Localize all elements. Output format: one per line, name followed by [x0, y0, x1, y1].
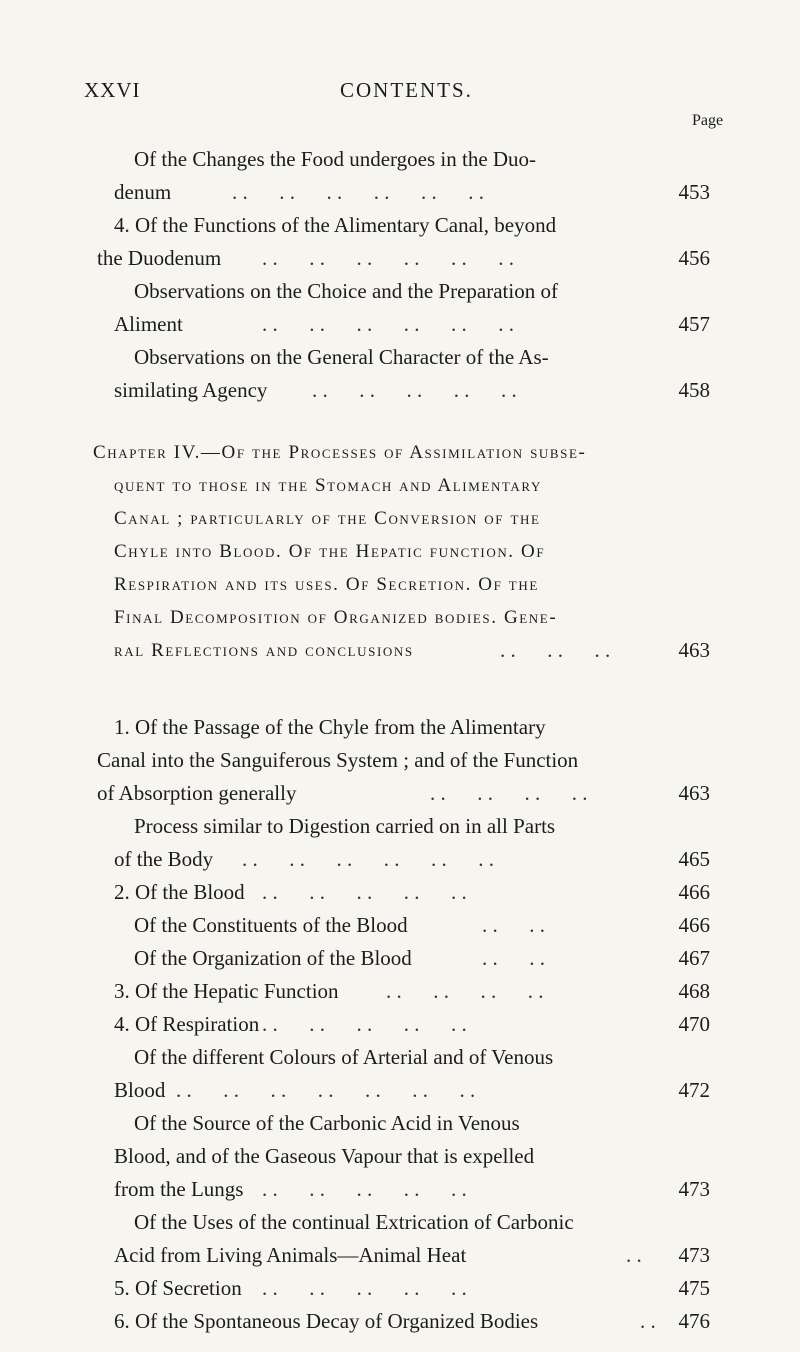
page-ref: 466	[678, 913, 710, 937]
entry-line: 4. Of Respiration	[114, 1012, 260, 1036]
page-ref: 468	[678, 979, 710, 1003]
chapter-line: ral Reflections and conclusions	[114, 640, 414, 661]
page-ref: 463	[678, 638, 710, 662]
entry-line: Acid from Living Animals—Animal Heat	[114, 1243, 467, 1267]
entry-line: the Duodenum	[97, 246, 222, 270]
page-ref: 457	[678, 312, 710, 336]
leader-dots: . . . . . . . . . .	[312, 378, 517, 402]
leader-dots: . . . . . . . . . .	[262, 880, 467, 904]
entry-line: Of the Uses of the continual Extrication of Carbonic	[134, 1210, 574, 1234]
running-title: CONTENTS.	[340, 78, 473, 102]
entry-line: 3. Of the Hepatic Function	[114, 979, 339, 1003]
chapter-line: Canal ; particularly of the Conversion of the	[114, 508, 541, 529]
leader-dots: . . . . . . . . . .	[262, 1276, 467, 1300]
entry-line: Aliment	[114, 312, 183, 336]
leader-dots: . . . . . . . . . . . .	[262, 246, 514, 270]
leader-dots: . .	[626, 1243, 642, 1267]
chapter-line: Final Decomposition of Organized bodies. Gene-	[114, 607, 558, 628]
page-number-roman: XXVI	[84, 78, 141, 102]
page-ref: 473	[678, 1243, 710, 1267]
entry-line: Of the Constituents of the Blood	[134, 913, 408, 937]
leader-dots: . . . . . . . . . . . .	[232, 180, 484, 204]
leader-dots: . .	[640, 1309, 656, 1333]
leader-dots: . . . . . . . . . . . . . .	[176, 1078, 476, 1102]
leader-dots: . . . . . . . .	[386, 979, 544, 1003]
leader-dots: . . . .	[482, 913, 545, 937]
entry-line: 6. Of the Spontaneous Decay of Organized Bodies	[114, 1309, 539, 1333]
entry-line: 4. Of the Functions of the Alimentary Canal, beyond	[114, 213, 557, 237]
page-ref: 467	[678, 946, 710, 970]
page-ref: 466	[678, 880, 710, 904]
page-ref: 476	[678, 1309, 710, 1333]
entry-line: similating Agency	[114, 378, 268, 402]
entry-line: 1. Of the Passage of the Chyle from the Alimentary	[114, 715, 546, 739]
entry-line: Observations on the Choice and the Preparation of	[134, 279, 558, 303]
leader-dots: . . . . . . . . . .	[262, 1012, 467, 1036]
leader-dots: . . . . . . . . . . . .	[242, 847, 494, 871]
entry-line: Canal into the Sanguiferous System ; and of the Function	[97, 748, 579, 772]
entry-line: from the Lungs	[114, 1177, 244, 1201]
entry-line: Observations on the General Character of the As-	[134, 345, 549, 369]
entry-line: of the Body	[114, 847, 214, 871]
entry-line: Of the Source of the Carbonic Acid in Venous	[134, 1111, 520, 1135]
chapter-line: Respiration and its uses. Of Secretion. Of the	[114, 574, 539, 595]
page-ref: 456	[678, 246, 710, 270]
entry-line: Blood	[114, 1078, 166, 1102]
page-ref: 473	[678, 1177, 710, 1201]
entry-line: 5. Of Secretion	[114, 1276, 242, 1300]
page-ref: 465	[678, 847, 710, 871]
page-ref: 470	[678, 1012, 710, 1036]
entry-line: Of the different Colours of Arterial and of Venous	[134, 1045, 554, 1069]
leader-dots: . . . . . . . . . . . .	[262, 312, 514, 336]
leader-dots: . . . . . . . . . .	[262, 1177, 467, 1201]
entry-line: Process similar to Digestion carried on in all Parts	[134, 814, 556, 838]
chapter-line: Chapter IV.—Of the Processes of Assimilation subse-	[93, 442, 587, 463]
entry-line: Blood, and of the Gaseous Vapour that is expelled	[114, 1144, 535, 1168]
page-ref: 475	[678, 1276, 710, 1300]
page-ref: 458	[678, 378, 710, 402]
page-ref: 463	[678, 781, 710, 805]
entry-line: Of the Changes the Food undergoes in the Duo-	[134, 147, 537, 171]
chapter-line: Chyle into Blood. Of the Hepatic function. Of	[114, 541, 546, 562]
entry-line: 2. Of the Blood	[114, 880, 245, 904]
page-ref: 453	[678, 180, 710, 204]
leader-dots: . . . .	[482, 946, 545, 970]
entry-line: Of the Organization of the Blood	[134, 946, 412, 970]
entry-line: denum	[114, 180, 172, 204]
leader-dots: . . . . . . . .	[430, 781, 588, 805]
leader-dots: . . . . . .	[500, 638, 611, 662]
page-ref: 472	[678, 1078, 710, 1102]
chapter-line: quent to those in the Stomach and Alimentary	[114, 475, 542, 496]
page-column-label: Page	[692, 112, 724, 129]
entry-line: of Absorption generally	[97, 781, 297, 805]
